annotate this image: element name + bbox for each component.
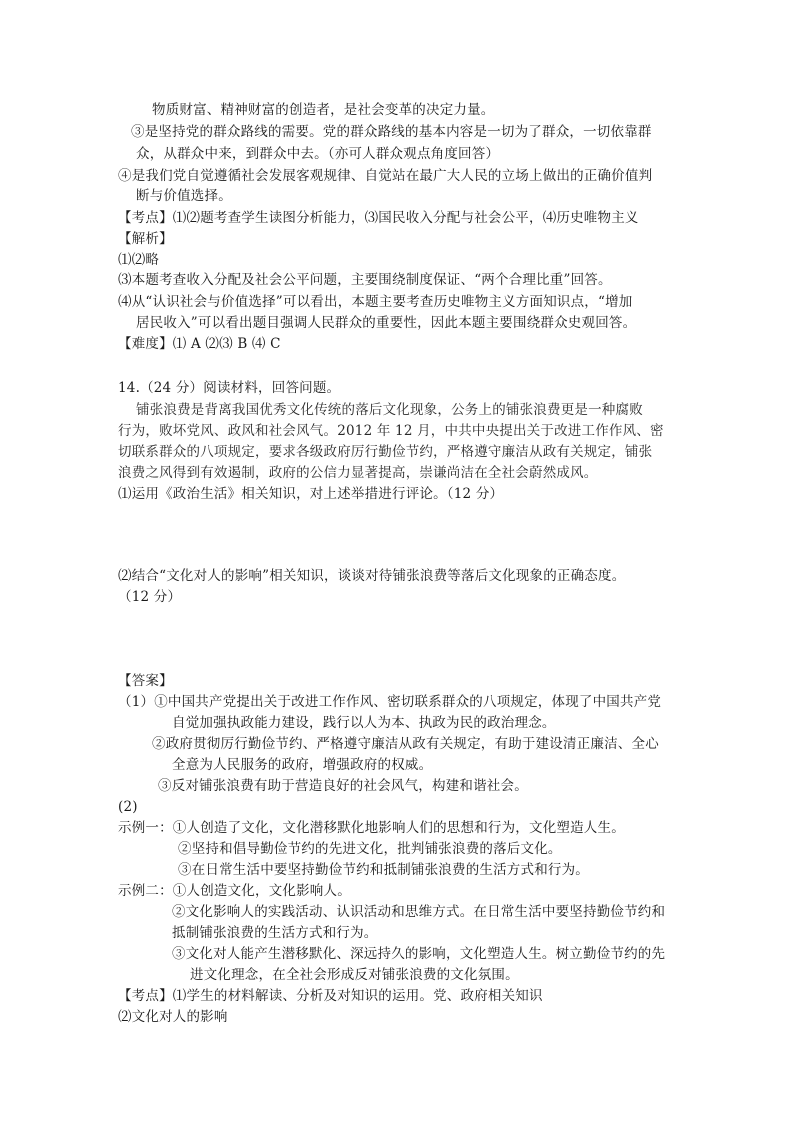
text-line: ③反对铺张浪费有助于营造良好的社会风气，构建和谐社会。 [158,778,528,794]
text-line: ②政府贯彻厉行勤俭节约、严格遵守廉洁从政有关规定，有助于建设清正廉洁、全心 [152,736,659,752]
question-part-2: ⑵结合“文化对人的影响”相关知识，谈谈对待铺张浪费等落后文化现象的正确态度。 [118,568,626,584]
text-line: ③在日常生活中要坚持勤俭节约和抵制铺张浪费的生活方式和行为。 [178,862,589,878]
text-line: ③是坚持党的群众路线的需要。党的群众路线的基本内容是一切为了群众，一切依靠群 [131,124,652,140]
text-line: 【考点】⑴学生的材料解读、分析及对知识的运用。党、政府相关知识 [118,988,543,1004]
text-line: 示例二：①人创造文化，文化影响人。 [118,883,351,899]
text-line: ⑵文化对人的影响 [118,1009,228,1025]
material-line: 行为，败坏党风、政风和社会风气。2012 年 12 月，中共中央提出关于改进工作作风、密 [118,423,664,439]
text-line: ②坚持和倡导勤俭节约的先进文化，批判铺张浪费的落后文化。 [178,841,562,857]
text-line: 示例一：①人创造了文化，文化潜移默化地影响人们的思想和行为，文化塑造人生。 [118,820,625,836]
question-part-2-score: （12 分） [118,589,182,605]
material-line: 浪费之风得到有效遏制，政府的公信力显著提高，崇谦尚洁在全社会蔚然成风。 [118,465,598,481]
text-line: (2) [118,799,138,815]
text-line: 全意为人民服务的政府，增强政府的权威。 [172,757,433,773]
text-line: ③文化对人能产生潜移默化、深远持久的影响，文化塑造人生。树立勤俭节约的先 [172,946,666,962]
text-line: ⑴⑵略 [118,252,160,268]
question-part-1: ⑴运用《政治生活》相关知识，对上述举措进行评论。（12 分） [118,486,504,502]
material-line: 切联系群众的八项规定，要求各级政府厉行勤俭节约，严格遵守廉洁从政有关规定，铺张 [118,444,653,460]
answer-heading: 【答案】 [118,673,173,689]
text-line: 【难度】⑴ A ⑵⑶ B ⑷ C [118,336,281,352]
text-line: 物质财富、精神财富的创造者，是社会变革的决定力量。 [152,102,495,118]
text-line: 抵制铺张浪费的生活方式和行为。 [172,925,378,941]
text-line: 断与价值选择。 [136,188,232,204]
question-title: 14.（24 分）阅读材料，回答问题。 [118,380,341,396]
text-line: 居民收入”可以看出题目强调人民群众的重要性，因此本题主要围绕群众史观回答。 [136,315,637,331]
text-line: 进文化理念，在全社会形成反对铺张浪费的文化氛围。 [190,967,519,983]
text-line: 【考点】⑴⑵题考查学生读图分析能力，⑶国民收入分配与社会公平，⑷历史唯物主义 [118,210,639,226]
material-line: 铺张浪费是背离我国优秀文化传统的落后文化现象，公务上的铺张浪费更是一种腐败 [136,402,643,418]
text-line: ④是我们党自觉遵循社会发展客观规律、自觉站在最广大人民的立场上做出的正确价值判 [118,168,653,184]
text-line: 众，从群众中来，到群众中去。（亦可人群众观点角度回答） [136,146,500,162]
text-line: 【解析】 [118,231,173,247]
text-line: 自觉加强执政能力建设，践行以人为本、执政为民的政治理念。 [172,715,556,731]
text-line: ⑷从“认识社会与价值选择”可以看出，本题主要考查历史唯物主义方面知识点，“增加 [118,294,633,310]
text-line: ⑶本题考查收入分配及社会公平问题，主要围绕制度保证、“两个合理比重”回答。 [118,272,612,288]
text-line: （1）①中国共产党提出关于改进工作作风、密切联系群众的八项规定，体现了中国共产党 [118,694,662,710]
text-line: ②文化影响人的实践活动、认识活动和思维方式。在日常生活中要坚持勤俭节约和 [172,904,666,920]
